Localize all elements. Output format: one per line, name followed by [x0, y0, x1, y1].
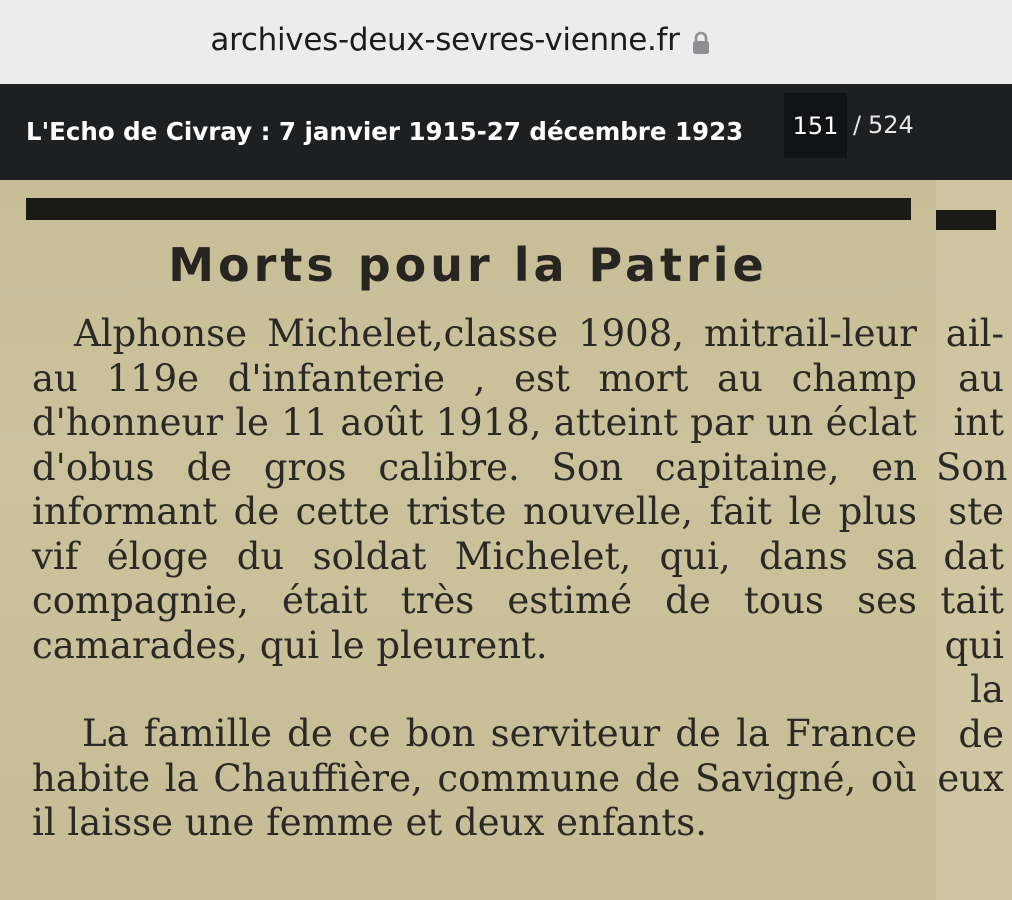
overlap-fragment: la — [970, 668, 1004, 711]
scan-main-column — [0, 180, 936, 900]
overlap-fragment: int — [953, 401, 1004, 444]
overlap-fragment: ste — [948, 490, 1004, 533]
page-number-input[interactable] — [784, 93, 847, 158]
overlap-rule — [936, 210, 996, 230]
viewer-toolbar — [0, 84, 1012, 180]
overlap-fragment: de — [958, 712, 1004, 756]
overlap-fragments — [936, 312, 1012, 802]
overlap-fragment: dat — [943, 534, 1004, 578]
lock-icon — [692, 27, 710, 51]
overlap-fragment: Son — [936, 445, 1008, 489]
overlap-fragment: eux — [937, 757, 1004, 800]
url-text[interactable]: archives-deux-sevres-vienne.fr — [210, 22, 680, 58]
article-paragraph-1: Alphonse Michelet,classe 1908, mitrail-leur au 119e d'infanterie , est mort au champ d'honneur le 11 août 1918, atteint par un éclat d'obus de gros calibre. Son capitaine, en informant de cette triste nouvelle, fait le plus vif éloge du soldat Michelet, qui, dans sa compagnie, était très estimé de tous ses camarades, qui le pleurent. — [32, 312, 917, 667]
overlap-fragment: tait — [940, 579, 1004, 622]
overlap-fragment: au — [958, 356, 1004, 400]
page-separator: / — [853, 111, 862, 139]
overlap-fragment: qui — [944, 623, 1004, 667]
document-scan[interactable] — [0, 180, 1012, 900]
page-total: 524 — [868, 111, 914, 139]
url-display[interactable] — [0, 0, 1012, 80]
headline-rule — [26, 198, 911, 220]
document-title: L'Echo de Civray : 7 janvier 1915-27 décembre 1923 — [26, 117, 744, 146]
article-headline: Morts pour la Patrie — [168, 238, 768, 292]
browser-address-bar[interactable] — [0, 0, 1012, 84]
article-paragraph-2: La famille de ce bon serviteur de la France habite la Chauffière, commune de Savigné, où il laisse une femme et deux enfants. — [32, 712, 917, 844]
overlap-fragment: ail- — [945, 312, 1004, 355]
scan-overlap-strip — [936, 180, 1012, 900]
